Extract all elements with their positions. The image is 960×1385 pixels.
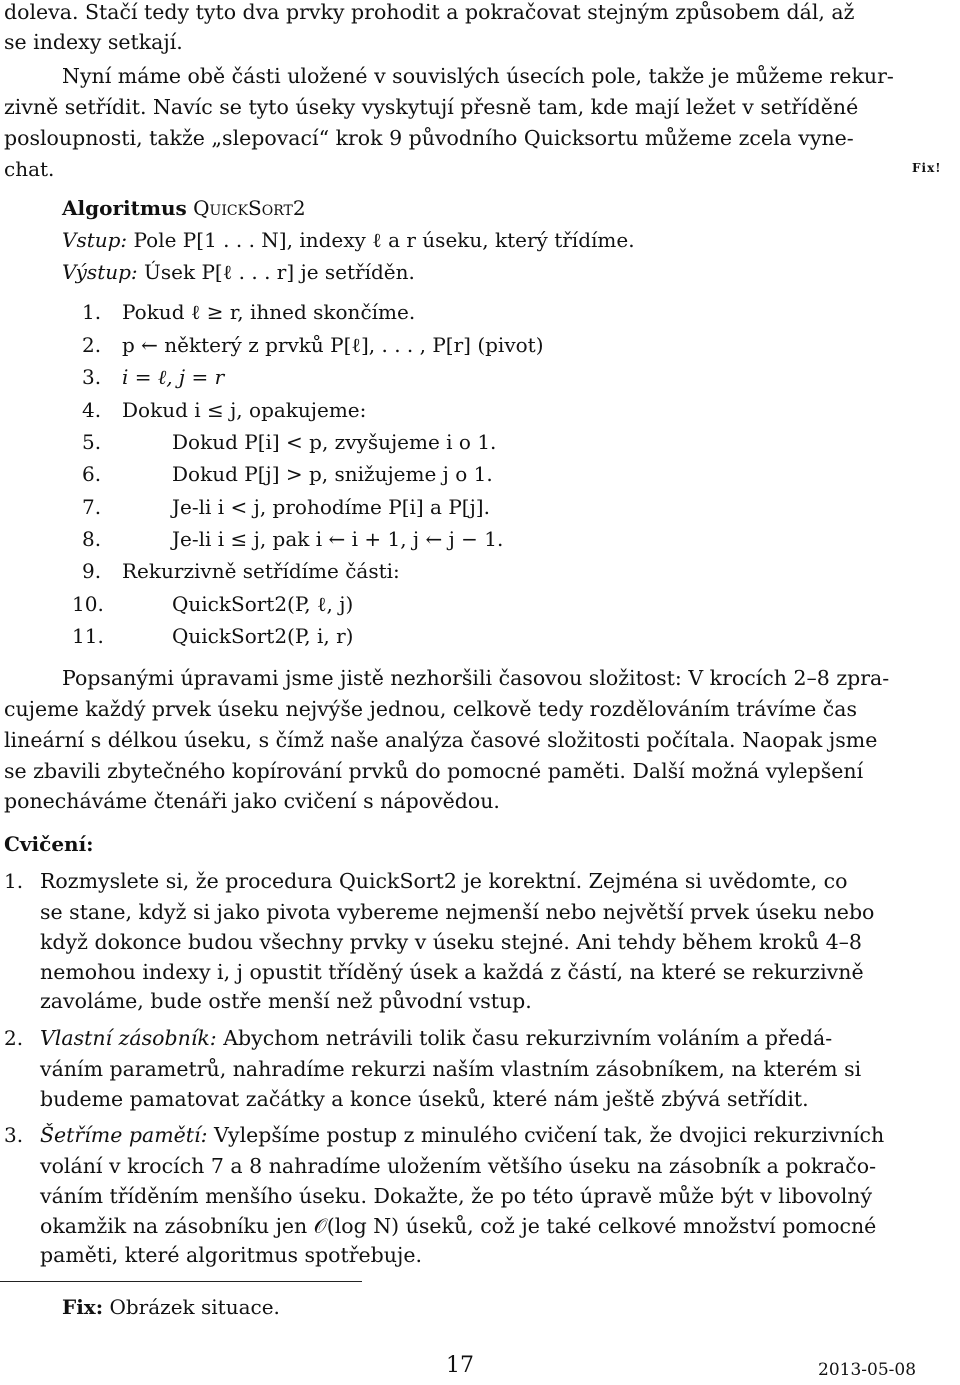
input-text: Pole P[1 . . . N], indexy ℓ a r úseku, který třídíme. [133,228,635,252]
step-number: 8. [82,527,102,551]
exercise-number: 1. [4,869,24,893]
step-number: 5. [82,430,102,454]
step-number: 3. [82,365,102,389]
exercise-line: paměti, které algoritmus spotřebuje. [40,1243,422,1267]
output-label: Výstup: [62,260,138,284]
intro-line: chat. [4,157,55,181]
step-number: 2. [82,333,102,357]
intro-line: doleva. Stačí tedy tyto dva prvky prohodit a pokračovat stejným způsobem dál, až [4,0,855,24]
margin-fix-note: Fix! [912,161,942,175]
exercise-text: Abychom netrávili tolik času rekurzivním voláním a předá- [223,1026,833,1050]
intro-line: Nyní máme obě části uložené v souvislých úsecích pole, takže je můžeme rekur- [62,64,894,88]
exercise-line [40,1023,832,1053]
footnote-label: Fix: [62,1295,104,1319]
exercise-number: 2. [4,1026,24,1050]
exercise-line [40,1120,884,1150]
step-text: i = ℓ, j = r [122,365,225,389]
exercise-line: když dokonce budou všechny prvky v úseku stejné. Ani tehdy během kroků 4–8 [40,930,862,954]
step-number: 1. [82,300,102,324]
page-number: 17 [446,1353,474,1378]
step-text: Dokud i ≤ j, opakujeme: [122,398,367,422]
output-text: Úsek P[ℓ . . . r] je setříděn. [144,260,415,284]
step-text: QuickSort2(P, ℓ, j) [172,592,354,616]
exercise-text: Vylepšíme postup z minulého cvičení tak, že dvojici rekurzivních [214,1123,885,1147]
step-text: QuickSort2(P, i, r) [172,624,354,648]
exercise-line: budeme pamatovat začátky a konce úseků, které nám ještě zbývá setřídit. [40,1087,809,1111]
exercise-line: okamžik na zásobníku jen 𝒪(log N) úseků, což je také celkové množství pomocné [40,1214,877,1238]
exercise-number: 3. [4,1123,24,1147]
step-text: p ← některý z prvků P[ℓ], . . . , P[r] (pivot) [122,333,544,357]
step-text: Dokud P[j] > p, snižujeme j o 1. [172,462,493,486]
step-text: Rekurzivně setřídíme části: [122,559,400,583]
step-text: Je-li i < j, prohodíme P[i] a P[j]. [172,495,490,519]
algorithm-heading [62,193,306,223]
exercise-lead: Vlastní zásobník: [40,1026,217,1050]
step-number: 10. [72,592,104,616]
algorithm-name: QuickSort2 [193,196,306,220]
paragraph-line: Popsanými úpravami jsme jistě nezhoršili časovou složitost: V krocích 2–8 zpra- [62,666,890,690]
step-number: 7. [82,495,102,519]
exercise-line: se stane, když si jako pivota vybereme nejmenší nebo největší prvek úseku nebo [40,900,875,924]
exercise-line: volání v krocích 7 a 8 nahradíme uložením většího úseku na zásobník a pokračo- [40,1154,877,1178]
exercise-line: zavoláme, bude ostře menší než původní vstup. [40,989,532,1013]
algorithm-input [62,225,635,255]
page-date: 2013-05-08 [818,1360,917,1380]
step-number: 9. [82,559,102,583]
paragraph-line: cujeme každý prvek úseku nejvýše jednou, celkově tedy rozdělováním trávíme čas [4,697,857,721]
exercise-line: nemohou indexy i, j opustit tříděný úsek a každá z částí, na které se rekurzivně [40,960,864,984]
exercise-line: váním parametrů, nahradíme rekurzi naším vlastním zásobníkem, na kterém si [40,1057,862,1081]
intro-line: zivně setřídit. Navíc se tyto úseky vyskytují přesně tam, kde mají ležet v setříděné [4,95,859,119]
exercise-lead: Šetříme pamětí: [40,1123,208,1147]
step-text: Pokud ℓ ≥ r, ihned skončíme. [122,300,416,324]
paragraph-line: lineární s délkou úseku, s čímž naše analýza časové složitosti počítala. Naopak jsme [4,728,878,752]
algorithm-output [62,257,415,287]
intro-line: posloupnosti, takže „slepovací“ krok 9 původního Quicksortu můžeme zcela vyne- [4,126,854,150]
exercise-line: Rozmyslete si, že procedura QuickSort2 je korektní. Zejména si uvědomte, co [40,869,848,893]
step-text: Je-li i ≤ j, pak i ← i + 1, j ← j − 1. [172,527,504,551]
step-number: 4. [82,398,102,422]
paragraph-line: ponecháváme čtenáři jako cvičení s nápovědou. [4,789,500,813]
step-number: 11. [72,624,104,648]
algorithm-heading-word: Algoritmus [62,196,187,220]
paragraph-line: se zbavili zbytečného kopírování prvků do pomocné paměti. Další možná vylepšení [4,759,864,783]
step-text: Dokud P[i] < p, zvyšujeme i o 1. [172,430,497,454]
exercises-heading: Cvičení: [4,832,94,856]
input-label: Vstup: [62,228,128,252]
footnote-text: Obrázek situace. [109,1295,280,1319]
footnote-rule [0,1281,362,1282]
footnote [62,1292,280,1322]
exercise-line: váním tříděním menšího úseku. Dokažte, že po této úpravě může být v libovolný [40,1184,873,1208]
step-number: 6. [82,462,102,486]
intro-line: se indexy setkají. [4,30,183,54]
